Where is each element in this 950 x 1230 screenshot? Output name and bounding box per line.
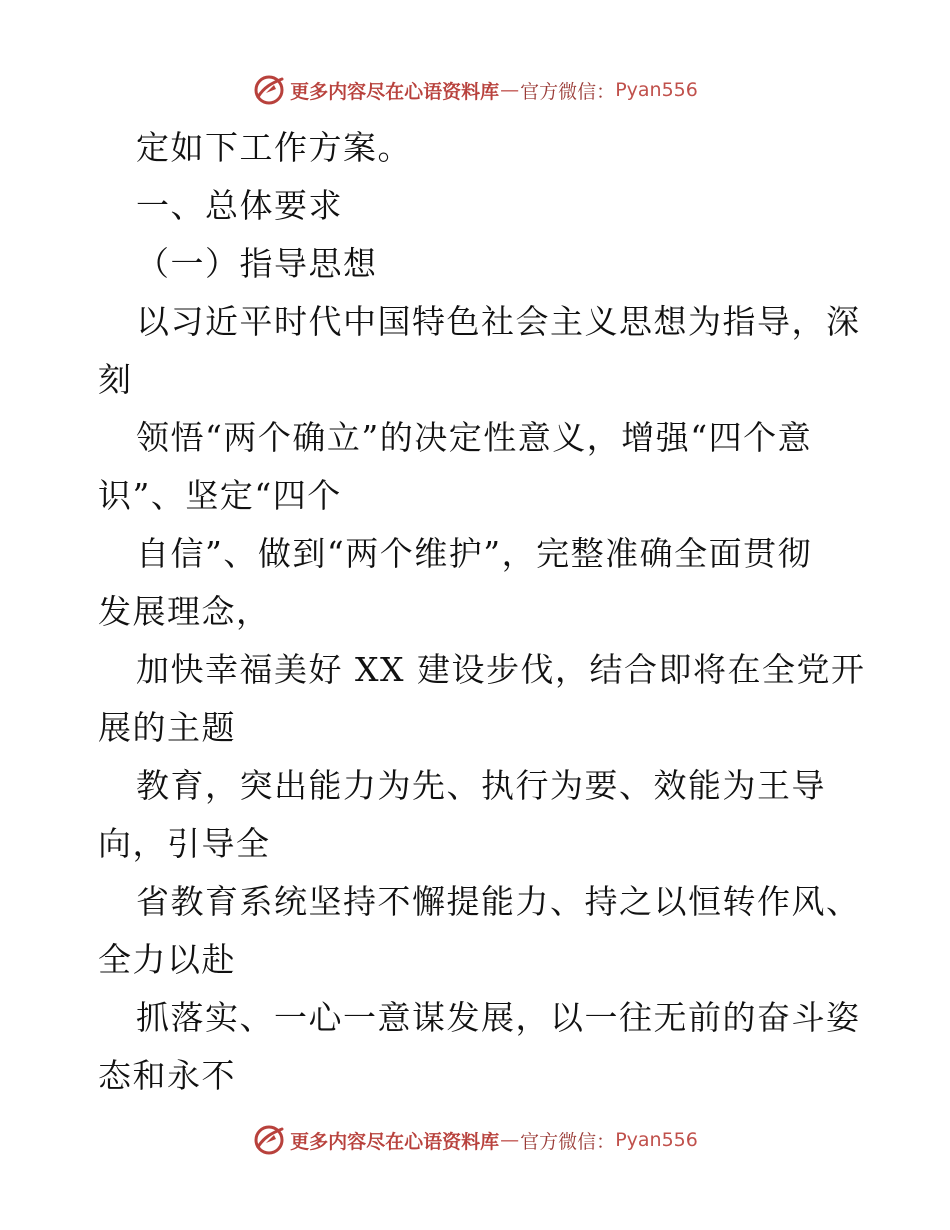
banner-wechat-label: 官方微信： [520, 1130, 616, 1153]
quill-swirl-logo-icon [252, 73, 286, 107]
text-line: 抓落实、一心一意谋发展，以一往无前的奋斗姿 [136, 998, 861, 1037]
section-heading: 一、总体要求 [136, 186, 343, 225]
subsection-heading: （一）指导思想 [136, 244, 378, 283]
text-line: 发展理念， [98, 592, 271, 631]
text-line: 向，引导全 [98, 824, 271, 863]
quill-swirl-logo-icon [252, 1123, 286, 1157]
banner-wechat-label: 官方微信： [520, 80, 616, 103]
header-banner [0, 70, 950, 110]
text-line: 省教育系统坚持不懈提能力、持之以恒转作风、 [136, 882, 861, 921]
text-line: 加快幸福美好 XX 建设步伐，结合即将在全党开 [136, 650, 866, 689]
text-line: 展的主题 [98, 708, 236, 747]
text-line: 全力以赴 [98, 940, 236, 979]
banner-separator: — [500, 79, 520, 101]
text-line: 自信”、做到“两个维护”，完整准确全面贯彻 [136, 534, 813, 573]
text-line: 教育，突出能力为先、执行为要、效能为王导 [136, 766, 826, 805]
banner-separator: — [500, 1129, 520, 1151]
text-line: 刻 [98, 360, 133, 399]
text-line: 定如下工作方案。 [136, 128, 412, 167]
footer-banner [0, 1120, 950, 1160]
banner-wechat-id: Pyan556 [615, 79, 698, 101]
text-line: 领悟“两个确立”的决定性意义，增强“四个意 [136, 418, 813, 457]
document-body [98, 119, 866, 1105]
banner-wechat-id: Pyan556 [615, 1129, 698, 1151]
text-line: 以习近平时代中国特色社会主义思想为指导，深 [136, 302, 861, 341]
banner-site-text: 更多内容尽在心语资料库 [290, 1130, 500, 1153]
text-line: 识”、坚定“四个 [98, 476, 342, 515]
banner-site-text: 更多内容尽在心语资料库 [290, 80, 500, 103]
text-line: 态和永不 [98, 1056, 236, 1095]
